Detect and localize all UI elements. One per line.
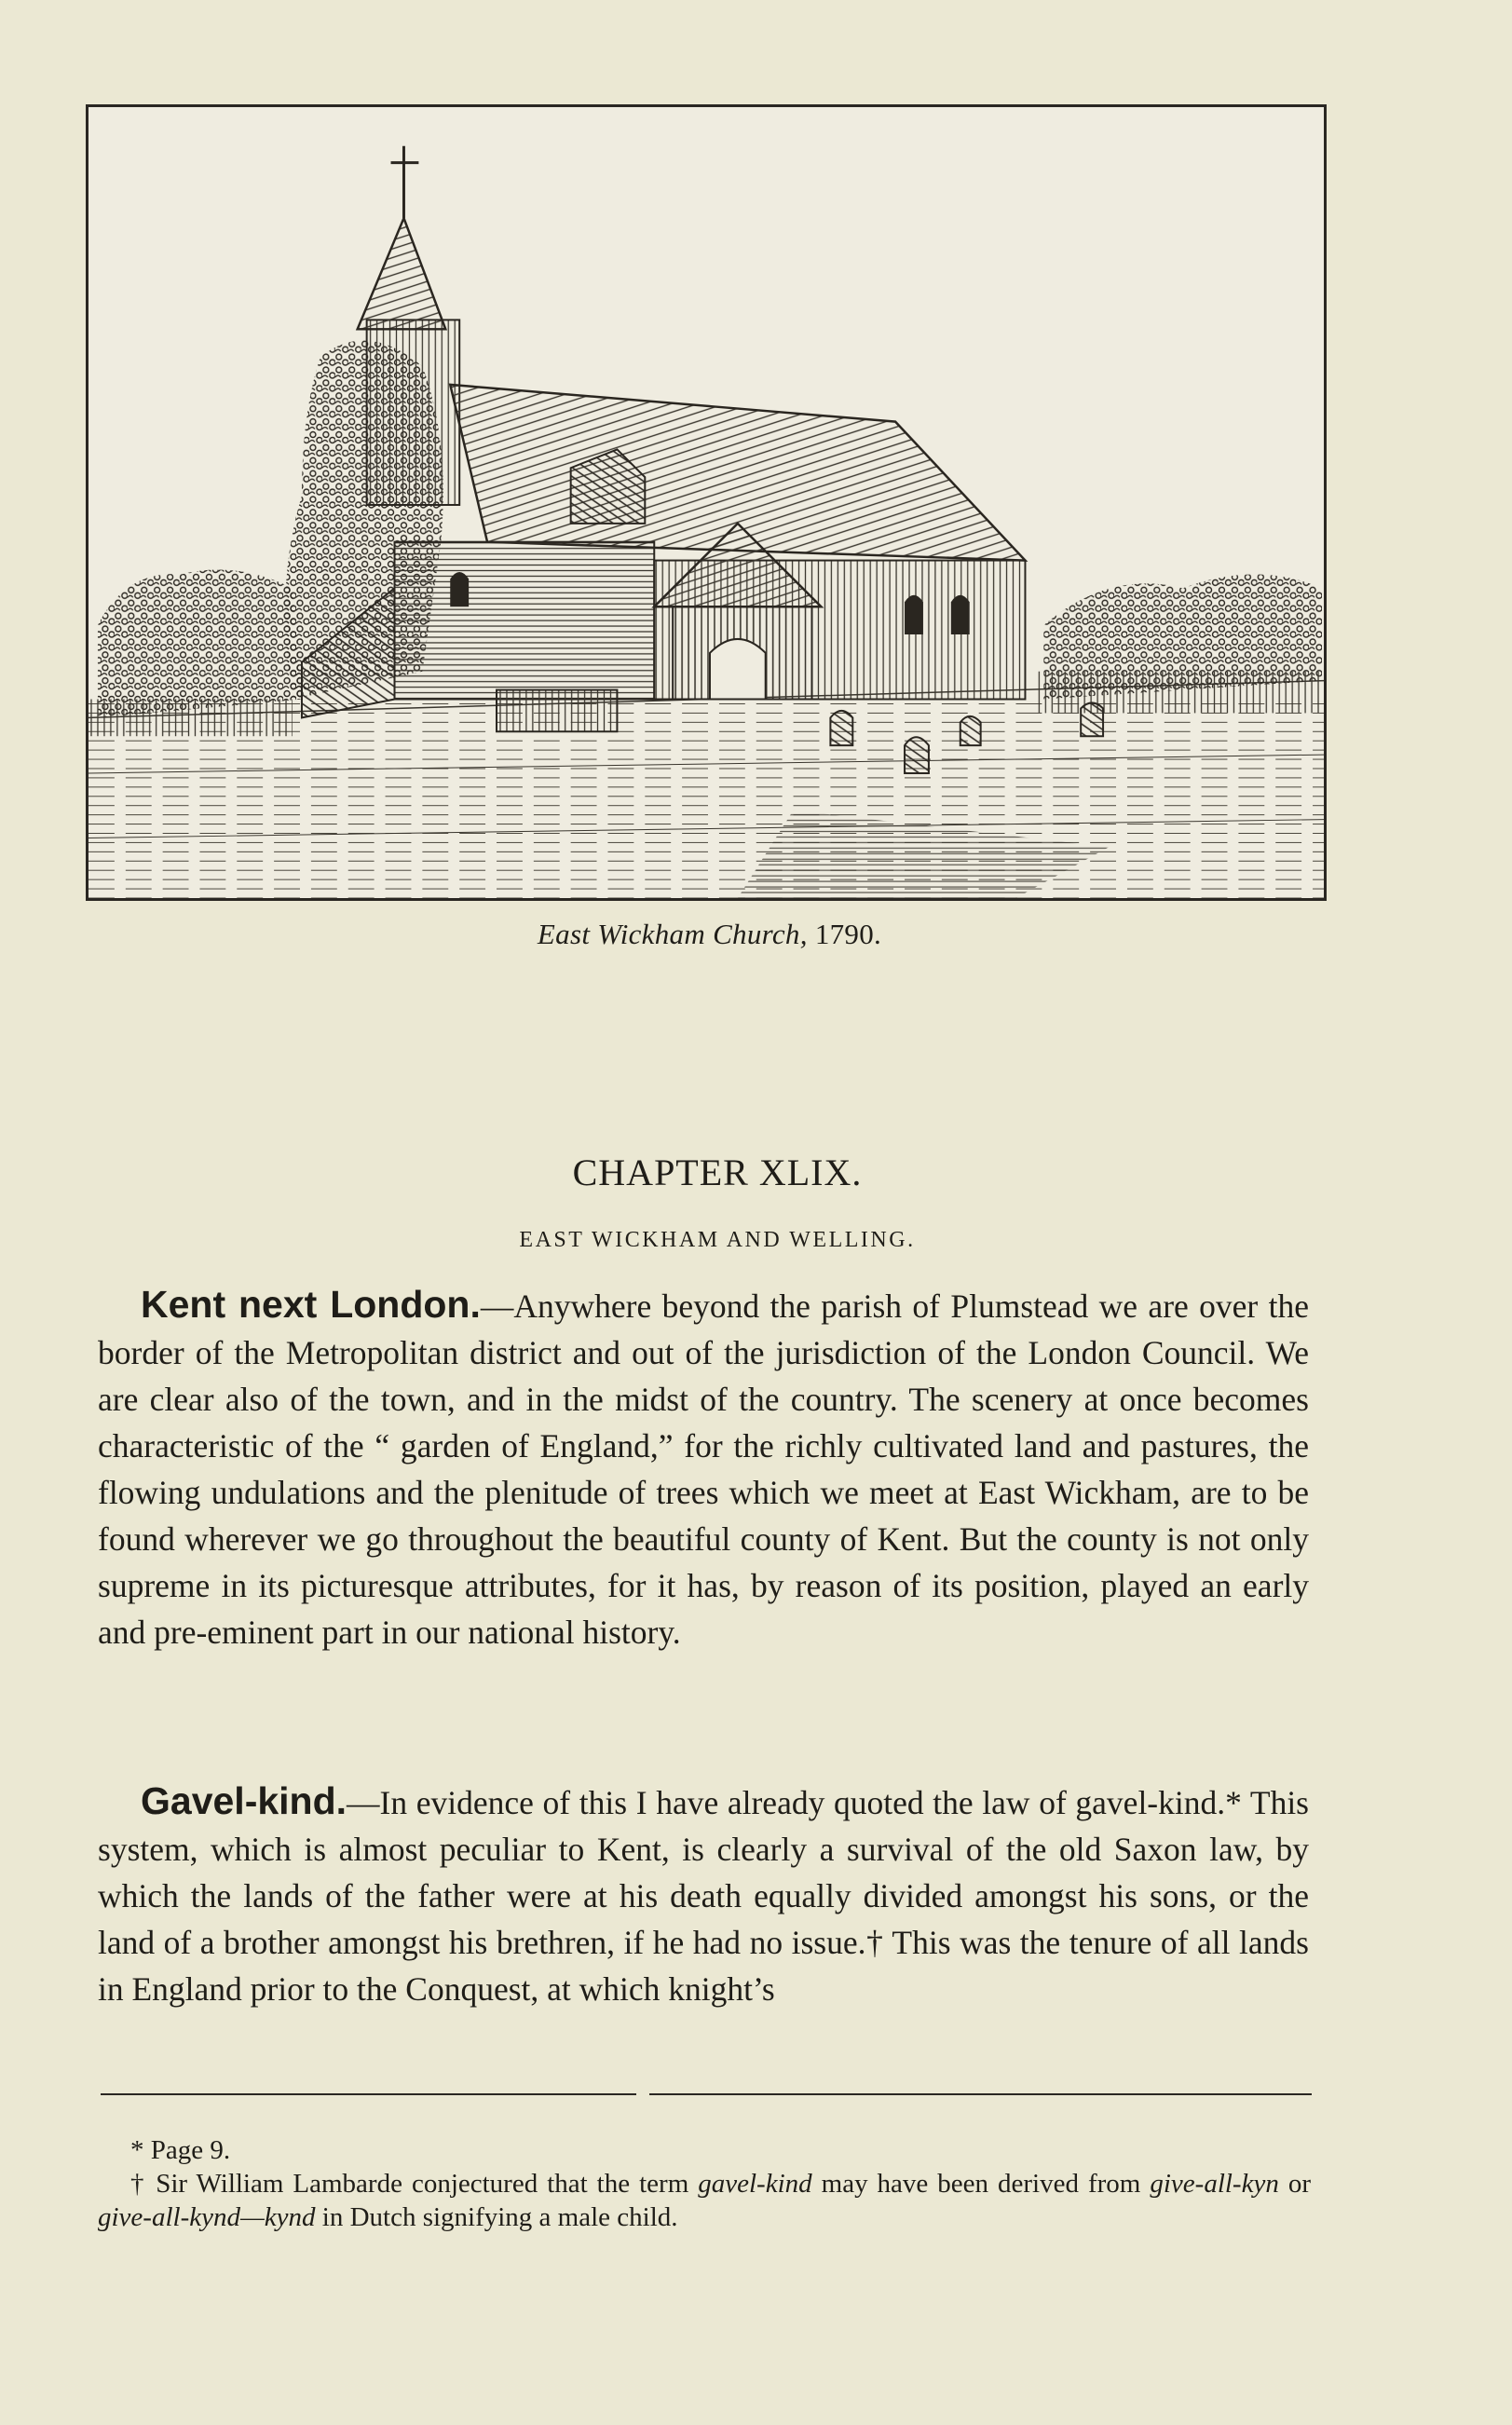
footnote-text: in Dutch signifying a male child. [315, 2202, 678, 2232]
footnote-divider [649, 2093, 1312, 2095]
church-engraving [86, 104, 1327, 901]
caption-title: East Wickham Church, [537, 918, 808, 950]
footnote-term: gavel-kind [698, 2169, 812, 2199]
caption-year: 1790. [814, 918, 882, 950]
figure-caption [0, 918, 1419, 951]
paragraph-text: —In evidence of this I have already quoted the law of gavel-kind.* This system, which is almost peculiar to Kent, is clearly a survival of the old Saxon law, by which the lands of the father were at his death equally divided amongst his sons, or the land of a brother amongst his brethren, if he had no issue.† This was the tenure of all lands in England prior to the Conquest, at which knight’s [98, 1784, 1309, 2008]
church-engraving-drawing [89, 107, 1324, 898]
paragraph-gavel-kind [98, 1778, 1309, 2012]
footnote-2 [98, 2167, 1311, 2234]
footnote-term: give-all-kyn [1150, 2169, 1279, 2199]
chapter-title: CHAPTER XLIX. [572, 1151, 863, 1193]
footnote-text: † Sir William Lambarde conjectured that the term [130, 2169, 699, 2199]
paragraph-kent-next-london [98, 1281, 1309, 1655]
footnote-1: * Page 9. [130, 2135, 231, 2165]
footnote-text: may have been derived from [811, 2169, 1151, 2199]
footnote-term: give-all-kynd—kynd [98, 2202, 316, 2232]
chapter-subtitle: EAST WICKHAM AND WELLING. [519, 1228, 916, 1252]
footnotes [98, 2133, 1311, 2234]
paragraph-text: —Anywhere beyond the parish of Plumstead we are over the border of the Metropolitan district and out of the jurisdiction of the London Council. We are clear also of the town, and in the midst of the country. The scenery at once becomes characteristic of the “ garden of England,” for the richly cultivated land and pastures, the flowing undulations and the plenitude of trees which we meet at East Wickham, are to be found wherever we go throughout the beautiful county of Kent. But the county is not only supreme in its picturesque attributes, for it has, by reason of its position, played an early and pre-eminent part in our national history. [98, 1287, 1309, 1651]
paragraph-lead: Gavel-kind. [141, 1779, 347, 1822]
footnote-text: or [1278, 2169, 1311, 2199]
paragraph-lead: Kent next London. [141, 1283, 481, 1326]
footnote-divider [101, 2093, 636, 2095]
